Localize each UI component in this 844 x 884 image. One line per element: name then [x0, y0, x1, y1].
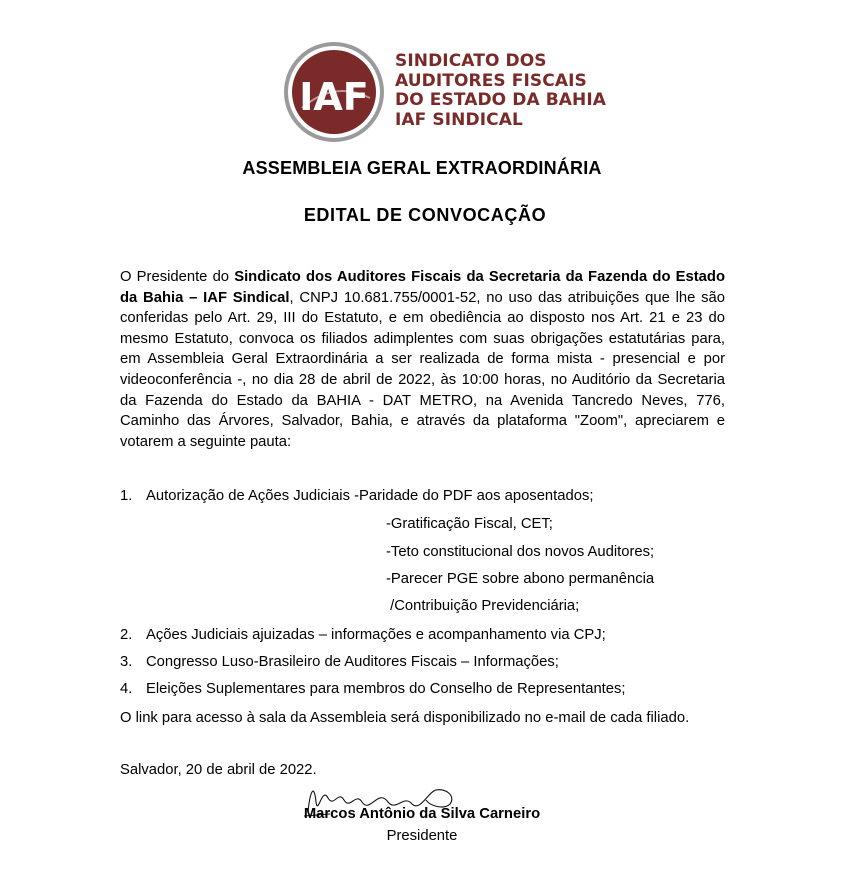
date-line: Salvador, 20 de abril de 2022.: [120, 762, 317, 778]
agenda-item-1-number: 1.: [120, 488, 133, 504]
org-line-1: SINDICATO DOS: [395, 51, 547, 71]
org-line-2: AUDITORES FISCAIS: [395, 70, 587, 91]
signer-name: Marcos Antônio da Silva Carneiro: [303, 806, 541, 822]
agenda-item-3: Congresso Luso-Brasileiro de Auditores Fiscais – Informações;: [146, 654, 559, 670]
agenda-item-4: Eleições Suplementares para membros do Conselho de Representantes;: [146, 681, 626, 697]
agenda-subitem: /Contribuição Previdenciária;: [386, 598, 580, 614]
convocation-paragraph: [120, 267, 725, 452]
link-note: O link para acesso à sala da Assembleia será disponibilizado no e-mail de cada filiado.: [120, 710, 690, 726]
agenda-item-2: Ações Judiciais ajuizadas – informações e acompanhamento via CPJ;: [146, 627, 606, 643]
iaf-logo: [282, 40, 607, 145]
edital-title: EDITAL DE CONVOCAÇÃO: [303, 205, 547, 225]
org-line-4: IAF SINDICAL: [395, 109, 523, 130]
agenda-subitem: -Parecer PGE sobre abono permanência: [386, 571, 655, 587]
agenda-item-3-number: 3.: [120, 654, 133, 670]
agenda-item-1: Autorização de Ações Judiciais -Paridade do PDF aos aposentados;: [146, 488, 594, 504]
agenda-subitem: -Teto constitucional dos novos Auditores;: [386, 544, 655, 560]
organization-name: [395, 52, 606, 130]
union-name: Sindicato dos Auditores Fiscais da Secretaria da Fazenda do Estado da Bahia – IAF Sindical: [120, 269, 725, 306]
iaf-badge-icon: [282, 40, 386, 144]
logo-badge-text: IAF: [299, 75, 369, 119]
signer-role: Presidente: [386, 828, 458, 844]
org-line-3: DO ESTADO DA BAHIA: [395, 90, 607, 110]
agenda-item-2-number: 2.: [120, 627, 133, 643]
assembly-title: ASSEMBLEIA GERAL EXTRAORDINÁRIA: [242, 158, 602, 178]
agenda-subitem: -Gratificação Fiscal, CET;: [386, 516, 553, 532]
intro-plain: O Presidente do: [120, 269, 235, 285]
intro-rest: , CNPJ 10.681.755/0001-52, no uso das atribuições que lhe são conferidas pelo Art. 29, III do Estatuto, e em obediência ao disposto nos Art. 21 e 23 do mesmo Estatuto, convoca os filiados adimplentes com suas obrigações estatutárias para, em Assembleia Geral Extraordinária a ser realizada de forma mista - presencial e por videoconferência -, no dia 28 de abril de 2022, às 10:00 horas, no Auditório da Secretaria da Fazenda do Estado da BAHIA - DAT METRO, na Avenida Tancredo Neves, 776, Caminho das Árvores, Salvador, Bahia, e através da plataforma "Zoom", apreciarem e votarem a seguinte pauta:: [120, 289, 725, 450]
agenda-item-4-number: 4.: [120, 681, 133, 697]
